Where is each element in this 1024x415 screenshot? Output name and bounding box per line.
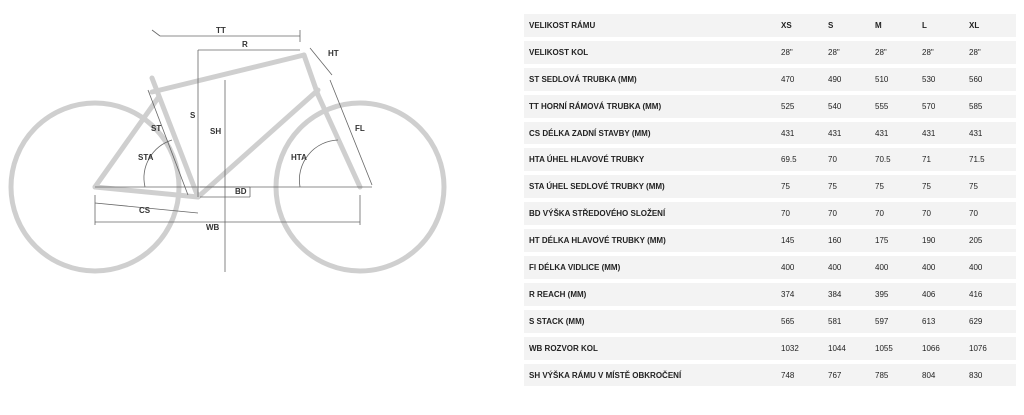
label-fl: FL <box>355 124 365 133</box>
row-value: 400 <box>828 256 875 279</box>
row-value: 470 <box>781 68 828 91</box>
row-value: 431 <box>969 122 1016 145</box>
row-value: 71.5 <box>969 148 1016 171</box>
row-value: 75 <box>969 175 1016 198</box>
row-value: 431 <box>922 122 969 145</box>
table-row <box>524 337 1016 360</box>
row-value: 70 <box>828 148 875 171</box>
row-value: 1055 <box>875 337 922 360</box>
label-s: S <box>190 111 196 120</box>
size-header-l: L <box>922 14 969 37</box>
hta-arc <box>299 140 338 187</box>
table-row <box>524 310 1016 333</box>
row-value: 28" <box>828 41 875 64</box>
row-value: 160 <box>828 229 875 252</box>
row-value: 581 <box>828 310 875 333</box>
row-value: 431 <box>828 122 875 145</box>
row-value: 570 <box>922 95 969 118</box>
row-value: 748 <box>781 364 828 387</box>
row-value: 395 <box>875 283 922 306</box>
row-value: 28" <box>781 41 828 64</box>
row-label: HTA ÚHEL HLAVOVÉ TRUBKY <box>524 148 781 171</box>
label-bd: BD <box>235 187 247 196</box>
size-header-xl: XL <box>969 14 1016 37</box>
label-sta: STA <box>138 153 154 162</box>
row-value: 406 <box>922 283 969 306</box>
row-value: 613 <box>922 310 969 333</box>
row-value: 190 <box>922 229 969 252</box>
row-value: 1076 <box>969 337 1016 360</box>
row-value: 175 <box>875 229 922 252</box>
row-value: 830 <box>969 364 1016 387</box>
top-tube <box>152 55 304 92</box>
row-label: HT DÉLKA HLAVOVÉ TRUBKY (MM) <box>524 229 781 252</box>
label-tt: TT <box>216 26 226 35</box>
table-row <box>524 283 1016 306</box>
row-value: 540 <box>828 95 875 118</box>
table-row <box>524 202 1016 225</box>
size-header-s: S <box>828 14 875 37</box>
row-label: SH VÝŠKA RÁMU V MÍSTĚ OBKROČENÍ <box>524 364 781 387</box>
bike-geometry-diagram <box>0 0 500 415</box>
size-header-m: M <box>875 14 922 37</box>
row-value: 70.5 <box>875 148 922 171</box>
row-value: 70 <box>781 202 828 225</box>
table-row <box>524 148 1016 171</box>
row-value: 416 <box>969 283 1016 306</box>
dimension-lines <box>95 30 372 272</box>
row-value: 785 <box>875 364 922 387</box>
row-value: 70 <box>969 202 1016 225</box>
table-row <box>524 68 1016 91</box>
row-value: 75 <box>781 175 828 198</box>
frame-drawing <box>11 55 444 271</box>
row-value: 629 <box>969 310 1016 333</box>
fork <box>318 95 360 187</box>
row-label: WB ROZVOR KOL <box>524 337 781 360</box>
row-value: 400 <box>969 256 1016 279</box>
row-value: 431 <box>875 122 922 145</box>
row-value: 560 <box>969 68 1016 91</box>
row-value: 525 <box>781 95 828 118</box>
label-wb: WB <box>206 223 220 232</box>
row-label: CS DÉLKA ZADNÍ STAVBY (MM) <box>524 122 781 145</box>
down-tube <box>198 90 318 197</box>
row-value: 1044 <box>828 337 875 360</box>
row-value: 70 <box>922 202 969 225</box>
row-label: ST SEDLOVÁ TRUBKA (MM) <box>524 68 781 91</box>
label-hta: HTA <box>291 153 307 162</box>
row-value: 400 <box>875 256 922 279</box>
size-header-xs: XS <box>781 14 828 37</box>
table-header-row <box>524 14 1016 37</box>
row-value: 400 <box>781 256 828 279</box>
row-value: 28" <box>969 41 1016 64</box>
row-value: 530 <box>922 68 969 91</box>
table-row <box>524 364 1016 387</box>
row-value: 565 <box>781 310 828 333</box>
table-row <box>524 122 1016 145</box>
row-value: 400 <box>922 256 969 279</box>
row-value: 69.5 <box>781 148 828 171</box>
label-sh: SH <box>210 127 222 136</box>
chain-stay <box>95 187 198 197</box>
row-value: 490 <box>828 68 875 91</box>
label-ht: HT <box>328 49 339 58</box>
row-value: 804 <box>922 364 969 387</box>
row-value: 1032 <box>781 337 828 360</box>
row-value: 555 <box>875 95 922 118</box>
row-label: VELIKOST KOL <box>524 41 781 64</box>
row-value: 70 <box>875 202 922 225</box>
row-label: R REACH (MM) <box>524 283 781 306</box>
table-row <box>524 95 1016 118</box>
st-dim-line <box>148 90 188 195</box>
table-row <box>524 41 1016 64</box>
row-value: 767 <box>828 364 875 387</box>
row-value: 71 <box>922 148 969 171</box>
label-cs: CS <box>139 206 151 215</box>
label-st: ST <box>151 124 162 133</box>
label-r: R <box>242 40 248 49</box>
table-row <box>524 229 1016 252</box>
table-row <box>524 175 1016 198</box>
row-value: 431 <box>781 122 828 145</box>
row-value: 28" <box>922 41 969 64</box>
row-value: 1066 <box>922 337 969 360</box>
row-value: 75 <box>875 175 922 198</box>
row-value: 205 <box>969 229 1016 252</box>
row-value: 597 <box>875 310 922 333</box>
header-label: VELIKOST RÁMU <box>524 14 781 37</box>
row-value: 75 <box>922 175 969 198</box>
row-value: 585 <box>969 95 1016 118</box>
table-row <box>524 256 1016 279</box>
row-value: 70 <box>828 202 875 225</box>
row-label: BD VÝŠKA STŘEDOVÉHO SLOŽENÍ <box>524 202 781 225</box>
row-label: TT HORNÍ RÁMOVÁ TRUBKA (MM) <box>524 95 781 118</box>
row-value: 384 <box>828 283 875 306</box>
row-value: 374 <box>781 283 828 306</box>
row-label: FI DÉLKA VIDLICE (MM) <box>524 256 781 279</box>
row-value: 75 <box>828 175 875 198</box>
row-label: STA ÚHEL SEDLOVÉ TRUBKY (MM) <box>524 175 781 198</box>
row-value: 28" <box>875 41 922 64</box>
row-value: 510 <box>875 68 922 91</box>
row-value: 145 <box>781 229 828 252</box>
geometry-table <box>524 10 1016 390</box>
row-label: S STACK (MM) <box>524 310 781 333</box>
